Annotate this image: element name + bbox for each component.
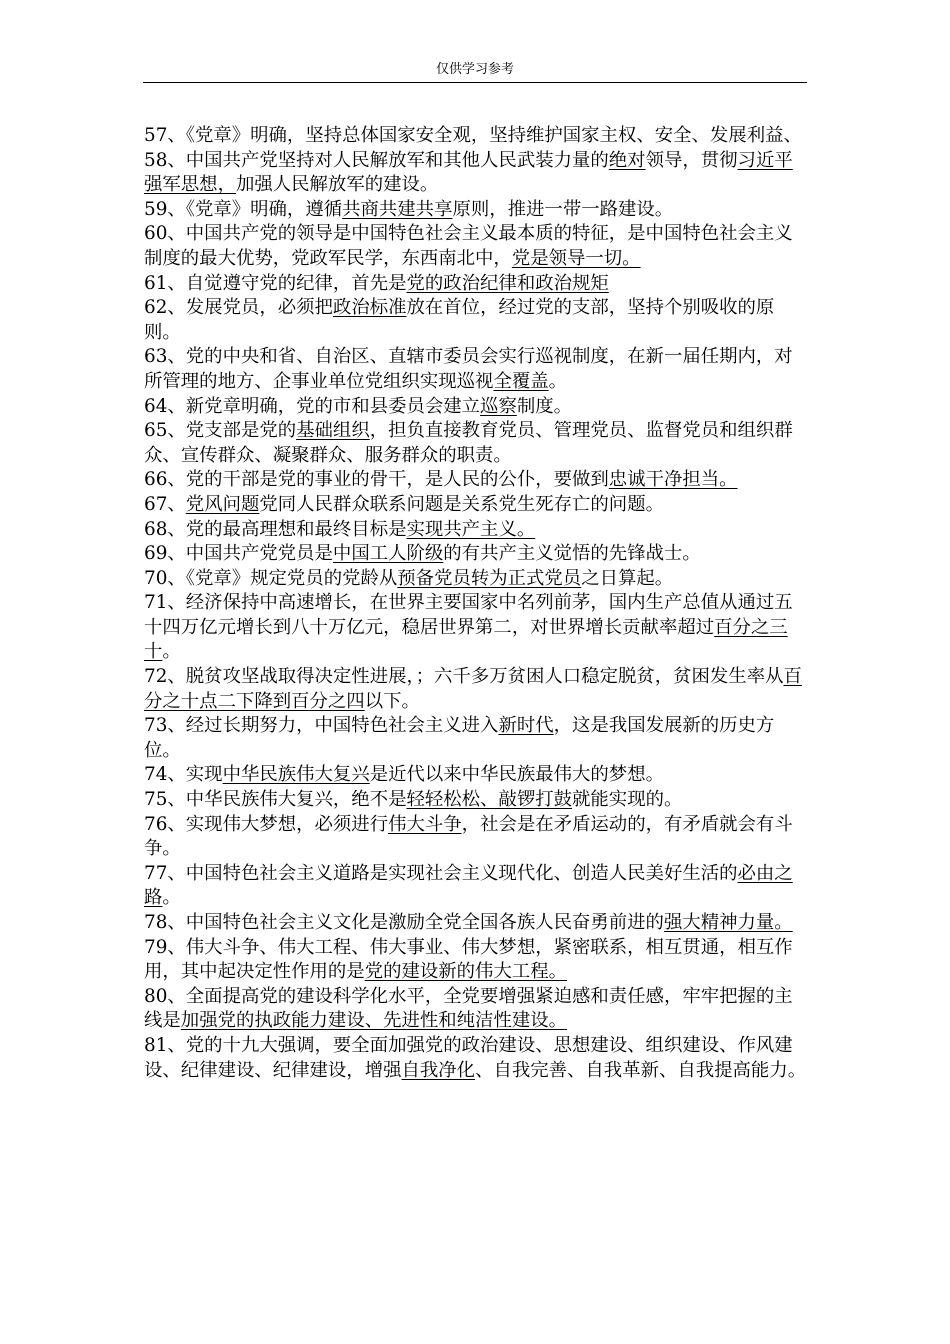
question-item (144, 985, 810, 1034)
question-text: 62、发展党员，必须把 (144, 297, 333, 319)
question-item (144, 542, 810, 567)
question-item (144, 862, 810, 911)
question-text: 71、经济保持中高速增长，在世界主要国家中名列前茅，国内生产总值从通过五十四万亿元增长到八十万亿元，稳居世界第二，对世界增长贡献率超过 (144, 592, 793, 638)
question-text: 是近代以来中华民族最伟大的梦想。 (369, 764, 664, 786)
underlined-answer: 轻轻松松、敲锣打鼓 (406, 789, 573, 811)
question-item (144, 493, 810, 518)
question-text: 81、党的十九大强调，要全面加强党的政治建设、思想建设、组织建设、作风建设、纪律建设、纪律建设，增强 (144, 1034, 793, 1081)
underlined-answer: 党是领导一切。 (511, 247, 641, 269)
question-text: ，这是我国发展新的历史方位。 (144, 715, 775, 761)
underlined-answer: 中华民族伟大复兴 (222, 764, 370, 786)
question-text: 制度。 (516, 395, 573, 417)
question-text: 78、中国特色社会主义文化是激励全党全国各族人民奋勇前进的 (144, 912, 664, 933)
question-text: 。 (162, 641, 181, 663)
question-text: 放在首位，经过党的支部，坚持个别吸收的原则。 (144, 297, 775, 343)
underlined-answer: 忠诚干净担当。 (608, 469, 738, 491)
question-text: 66、党的干部是党的事业的骨干，是人民的公仆，要做到 (144, 469, 609, 491)
underlined-answer: 新时代 (498, 715, 554, 737)
question-text: 、自我完善、自我革新、自我提高能力。 (475, 1059, 807, 1081)
question-item (144, 296, 810, 345)
question-text: 就能实现的。 (572, 789, 683, 811)
question-item (144, 591, 810, 665)
question-text: 党同人民群众联系问题是关系党生死存亡的问题。 (259, 493, 664, 515)
question-item (144, 419, 810, 468)
question-text: 领导，贯彻 (645, 149, 738, 171)
underlined-answer: 习近平强军思想， (144, 149, 793, 196)
underlined-answer: 预备党员转为正式党员 (397, 567, 582, 589)
question-text: 。 (548, 370, 568, 392)
question-item (144, 936, 810, 985)
question-text: 74、实现 (144, 764, 223, 786)
question-item (144, 272, 810, 297)
underlined-answer: 绝对 (608, 149, 646, 171)
question-text: 76、实现伟大梦想，必须进行 (144, 813, 389, 835)
header-divider (143, 82, 807, 83)
question-item (144, 911, 810, 936)
question-item (144, 468, 810, 493)
question-item (144, 1034, 810, 1083)
question-item (144, 714, 810, 763)
question-text: 。 (162, 887, 181, 909)
question-item (144, 345, 810, 394)
underlined-answer: 党的政治纪律和政治规矩 (406, 272, 609, 294)
question-text: 63、党的中央和省、自治区、直辖市委员会实行巡视制度，在新一届任期内，对所管理的地方、企事业单位党组织实现巡视 (144, 346, 793, 392)
underlined-answer: 自我净化 (401, 1059, 476, 1081)
question-text: ，社会是在矛盾运动的，有矛盾就会有斗争。 (144, 813, 793, 860)
question-text: 58、中国共产党坚持对人民解放军和其他人民武装力量的 (144, 149, 609, 171)
document-body (144, 124, 810, 1083)
underlined-answer: 百分之十点二下降到百分之四 (144, 666, 802, 712)
question-item (144, 763, 810, 788)
question-item (144, 665, 810, 714)
question-item (144, 518, 810, 543)
question-text: 61、自觉遵守党的纪律，首先是 (144, 272, 407, 294)
question-text: 57、《党章》明确，坚持总体国家安全观，坚持维护国家主权、安全、发展利益、 (144, 125, 802, 146)
question-text: 72、脱贫攻坚战取得决定性进展，；六千多万贫困人口稳定脱贫，贫困发生率从 (144, 666, 784, 688)
underlined-answer: 必由之路 (144, 862, 793, 909)
underlined-answer: 实现共产主义。 (406, 518, 536, 540)
question-text: 64、新党章明确，党的市和县委员会建立 (144, 395, 481, 417)
question-text: 60、中国共产党的领导是中国特色社会主义最本质的特征，是中国特色社会主义制度的最大优势，党政军民学，东西南北中， (144, 223, 793, 269)
underlined-answer: 基础组织 (296, 420, 370, 442)
underlined-answer: 党风问题 (185, 493, 260, 515)
underlined-answer: 全覆盖 (493, 370, 549, 392)
question-text: 原则，推进一带一路建设。 (452, 198, 674, 220)
question-text: 加强人民解放军的建设。 (235, 174, 439, 196)
question-text: 79、伟大斗争、伟大工程、伟大事业、伟大梦想，紧密联系，相互贯通，相互作用，其中起决定性作用的是 (144, 936, 793, 983)
page-header: 仅供学习参考 (435, 62, 514, 77)
question-text: 65、党支部是党的 (144, 420, 297, 442)
question-text: 70、《党章》规定党员的党龄从 (144, 567, 398, 589)
question-item (144, 149, 810, 198)
underlined-answer: 巡察 (480, 395, 517, 417)
underlined-answer: 政治标准 (332, 297, 407, 319)
question-item (144, 395, 810, 420)
question-text: 75、中华民族伟大复兴，绝不是 (144, 789, 407, 811)
question-text: 80、全面提高党的建设科学化水平，全党要增强紧迫感和责任感，牢牢把握的主线是 (144, 985, 793, 1032)
underlined-answer: 党的建设新的伟大工程。 (364, 961, 568, 983)
underlined-answer: 共商共建共享 (342, 198, 453, 220)
question-text: 的有共产主义觉悟的先锋战士。 (443, 543, 701, 565)
underlined-answer: 伟大斗争 (388, 813, 462, 835)
underlined-answer: 强大精神力量。 (663, 912, 793, 933)
question-item (144, 567, 810, 592)
question-text: ，担负直接教育党员、管理党员、监督党员和组织群众、宣传群众、凝聚群众、服务群众的职责。 (144, 420, 793, 466)
question-text: 以下。 (364, 690, 420, 712)
question-text: 73、经过长期努力，中国特色社会主义进入 (144, 715, 499, 737)
question-text: 68、党的最高理想和最终目标是 (144, 518, 407, 540)
question-text: 之日算起。 (581, 567, 674, 589)
underlined-answer: 百分之三十 (144, 616, 788, 663)
underlined-answer: 中国工人阶级 (332, 543, 444, 565)
question-item (144, 222, 810, 271)
question-text: 77、中国特色社会主义道路是实现社会主义现代化、创造人民美好生活的 (144, 862, 738, 884)
question-item (144, 788, 810, 813)
underlined-answer: 加强党的执政能力建设、先进性和纯洁性建设。 (180, 1010, 568, 1032)
question-item (144, 198, 810, 223)
question-text: 67、 (144, 493, 186, 515)
question-text: 69、中国共产党党员是 (144, 543, 333, 565)
question-item (144, 813, 810, 862)
question-item (144, 124, 810, 149)
question-text: 59、《党章》明确，遵循 (144, 198, 343, 220)
